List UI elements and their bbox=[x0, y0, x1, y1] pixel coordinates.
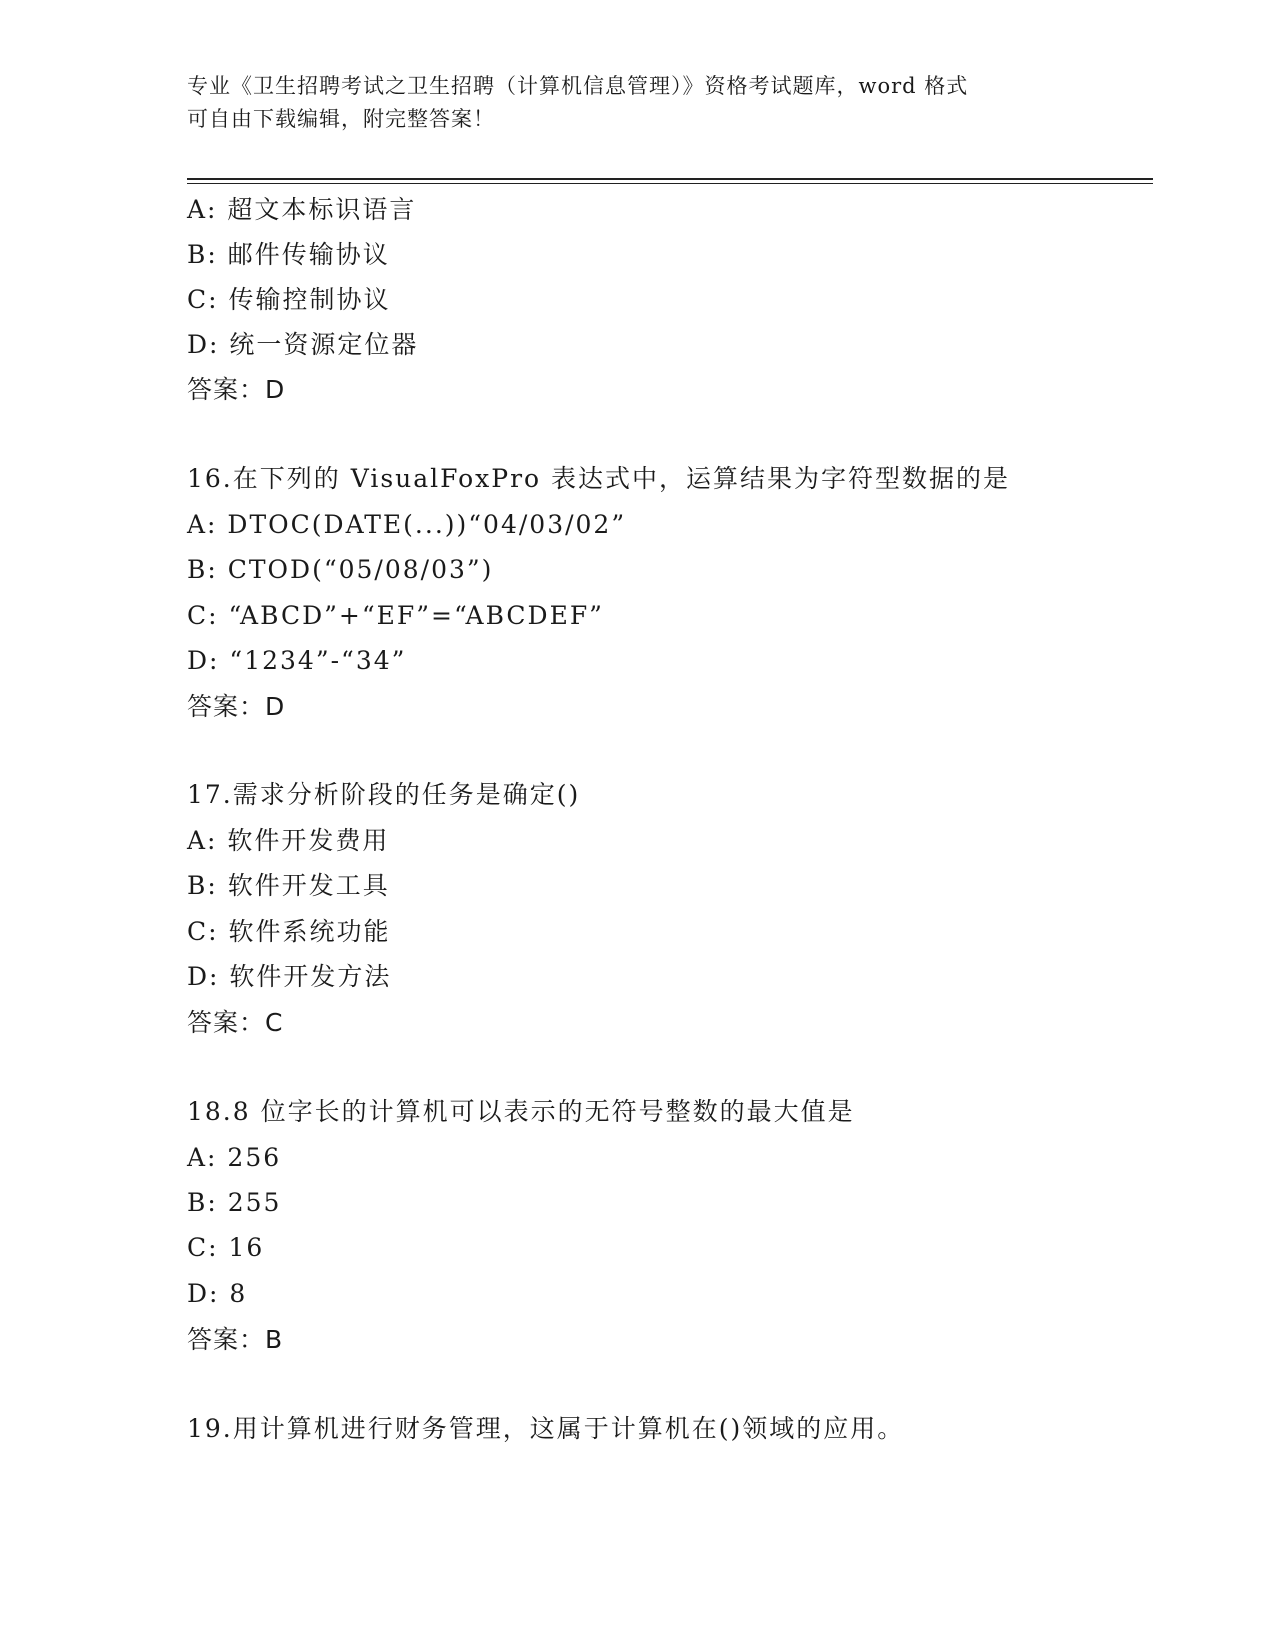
header-line-1: 专业《卫生招聘考试之卫生招聘（计算机信息管理）》资格考试题库，word 格式 bbox=[187, 74, 969, 98]
q17-option-a: A: 软件开发费用 bbox=[187, 826, 390, 855]
q18-answer: 答案：B bbox=[187, 1325, 284, 1354]
q16-answer: 答案：D bbox=[187, 692, 286, 721]
q15-option-d: D: 统一资源定位器 bbox=[187, 330, 419, 359]
q15-option-b: B: 邮件传输协议 bbox=[187, 240, 390, 269]
q17-question: 17.需求分析阶段的任务是确定() bbox=[187, 780, 581, 809]
header-rule-thin bbox=[187, 183, 1153, 184]
q17-option-d: D: 软件开发方法 bbox=[187, 962, 392, 991]
q15-option-a: A: 超文本标识语言 bbox=[187, 195, 417, 224]
q17-option-b: B: 软件开发工具 bbox=[187, 871, 390, 900]
q18-question: 18.8 位字长的计算机可以表示的无符号整数的最大值是 bbox=[187, 1097, 855, 1126]
q18-option-a: A: 256 bbox=[187, 1143, 282, 1172]
q16-option-d: D: “1234”-“34” bbox=[187, 646, 407, 675]
q16-option-c: C: “ABCD”+“EF”=“ABCDEF” bbox=[187, 601, 604, 630]
q17-answer: 答案：C bbox=[187, 1008, 284, 1037]
q19-question: 19.用计算机进行财务管理，这属于计算机在()领域的应用。 bbox=[187, 1414, 905, 1443]
document-header bbox=[187, 70, 1067, 136]
header-rule-thick bbox=[187, 178, 1153, 180]
q18-option-c: C: 16 bbox=[187, 1233, 265, 1262]
header-line-2: 可自由下载编辑，附完整答案！ bbox=[187, 107, 495, 131]
q15-option-c: C: 传输控制协议 bbox=[187, 285, 391, 314]
q18-option-b: B: 255 bbox=[187, 1188, 282, 1217]
q18-option-d: D: 8 bbox=[187, 1279, 248, 1308]
q16-option-b: B: CTOD(“05/08/03”) bbox=[187, 555, 494, 584]
q16-option-a: A: DTOC(DATE(...))“04/03/02” bbox=[187, 510, 627, 539]
q16-question: 16.在下列的 VisualFoxPro 表达式中，运算结果为字符型数据的是 bbox=[187, 464, 1011, 493]
q15-answer: 答案：D bbox=[187, 375, 286, 404]
q17-option-c: C: 软件系统功能 bbox=[187, 917, 391, 946]
